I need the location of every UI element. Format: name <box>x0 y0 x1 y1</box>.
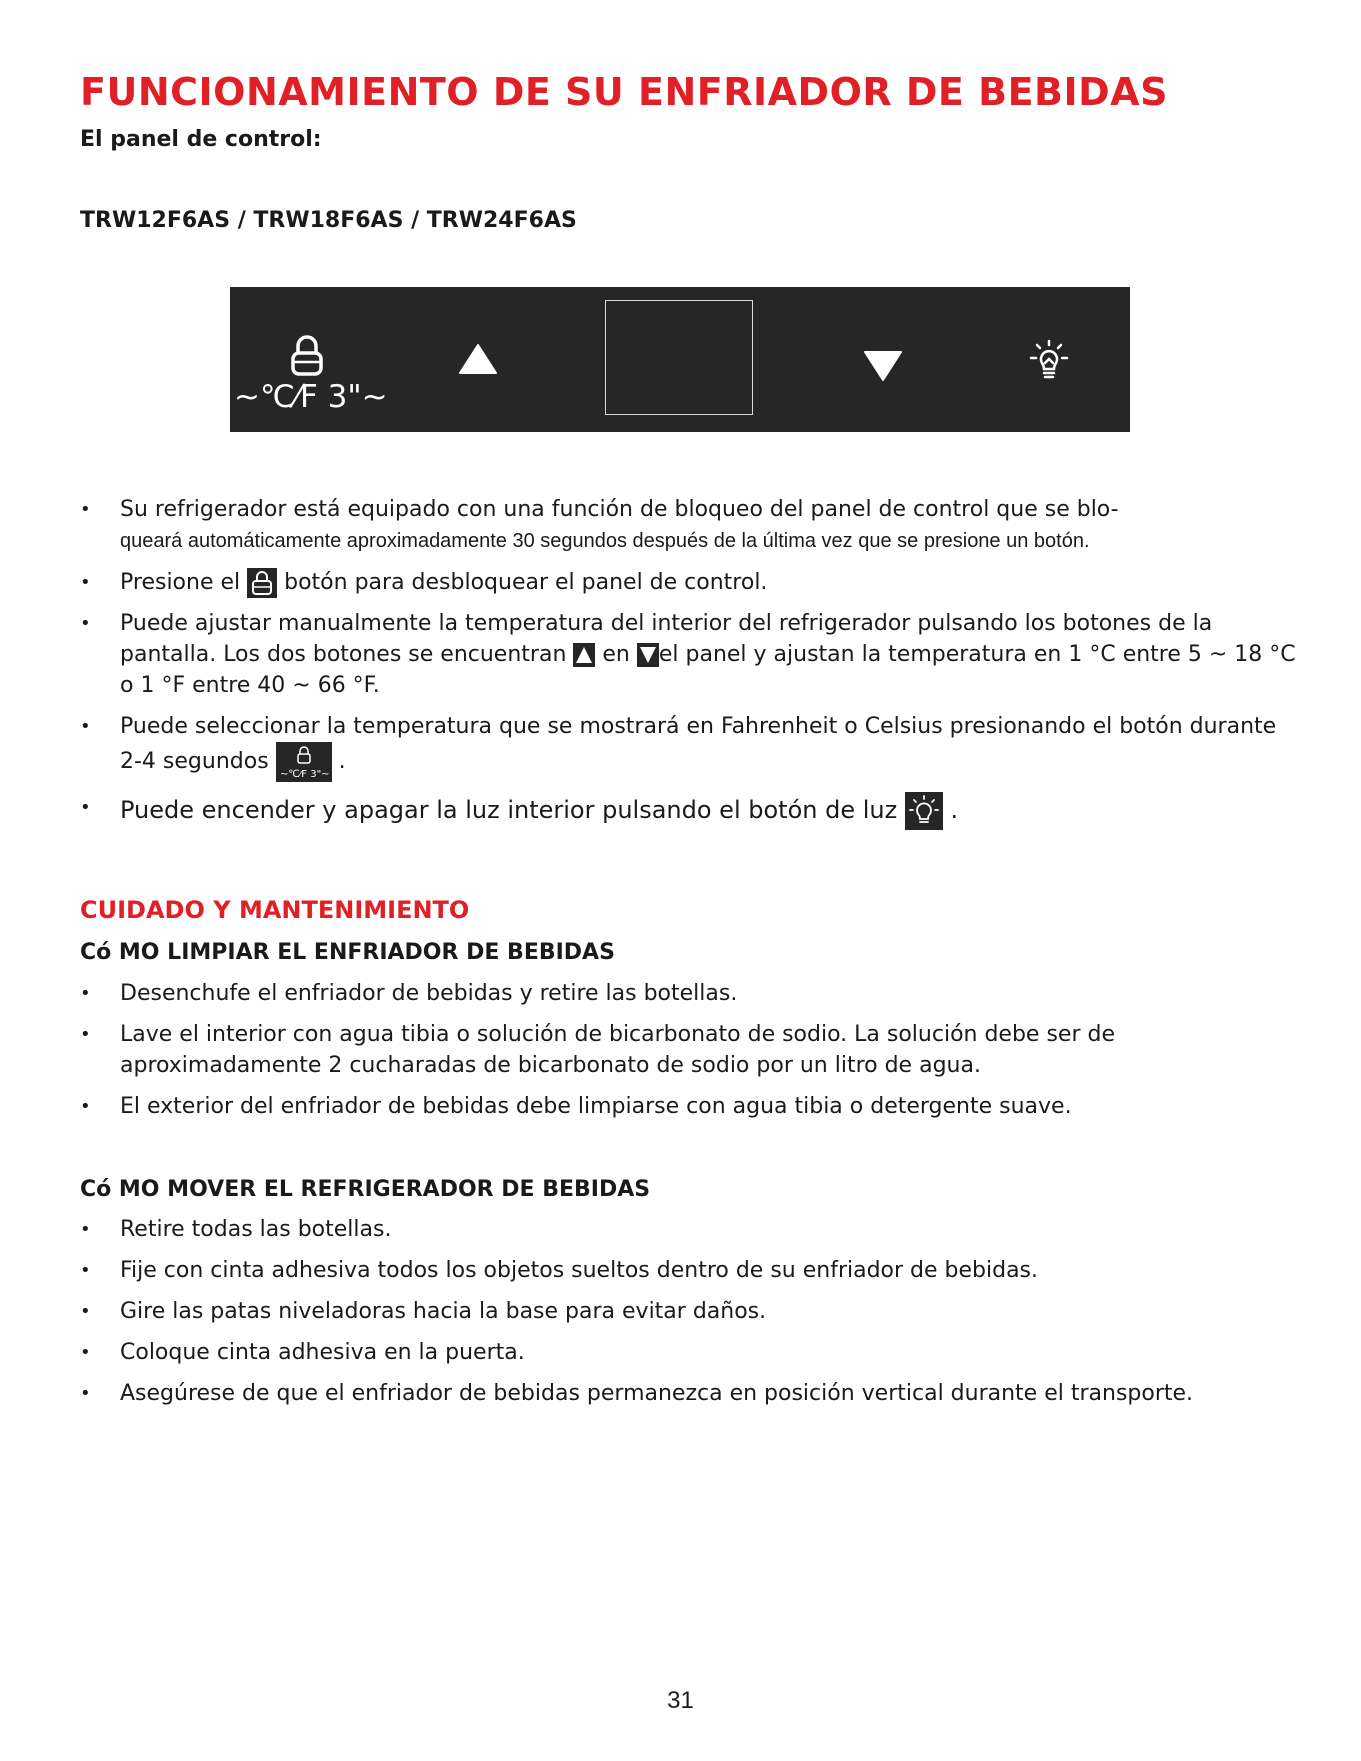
up-arrow-icon <box>573 643 595 667</box>
up-arrow-icon <box>458 343 498 375</box>
list-item: • Puede ajustar manualmente la temperatura del interior del refrigerador pulsando los botones de la pantalla. Los dos botones se encuentran en el panel y ajustan la temperatura en 1 °C entre 5 ~ 18 °C o 1 °F entre 40 ~ 66 °F. <box>80 608 1300 701</box>
model-numbers: TRW12F6AS / TRW18F6AS / TRW24F6AS <box>80 208 577 233</box>
lock-icon <box>290 335 324 377</box>
clean-heading: Có MO LIMPIAR EL ENFRIADOR DE BEBIDAS <box>80 940 615 965</box>
down-arrow-icon <box>863 350 903 382</box>
list-item: • Desenchufe el enfriador de bebidas y retire las botellas. <box>80 978 1300 1009</box>
control-panel-illustration <box>230 287 1130 432</box>
list-item: • El exterior del enfriador de bebidas debe limpiarse con agua tibia o detergente suave. <box>80 1091 1300 1122</box>
move-instructions-list <box>80 1214 1300 1419</box>
section-subtitle: El panel de control: <box>80 127 322 152</box>
list-item: • Puede encender y apagar la luz interior pulsando el botón de luz . <box>80 792 1300 830</box>
clean-instructions-list <box>80 978 1300 1132</box>
list-item: • Presione el botón para desbloquear el panel de control. <box>80 567 1300 598</box>
lock-icon <box>247 568 277 598</box>
temperature-display <box>605 300 753 415</box>
list-item: • Puede seleccionar la temperatura que se mostrará en Fahrenheit o Celsius presionando el botón durante 2-4 segundos ~℃⁄F 3"~ . <box>80 711 1300 782</box>
down-arrow-icon <box>637 643 659 667</box>
unit-toggle-label: ~℃⁄F 3"~ <box>234 379 388 415</box>
light-icon <box>1027 337 1071 381</box>
list-item: • Fije con cinta adhesiva todos los objetos sueltos dentro de su enfriador de bebidas. <box>80 1255 1300 1286</box>
control-instructions-list <box>80 494 1300 840</box>
light-icon <box>905 792 943 830</box>
list-item: • Su refrigerador está equipado con una función de bloqueo del panel de control que se blo- queará automáticamente aproximadamente 30 segundos después de la última vez que se presione un botón. <box>80 494 1300 557</box>
svg-text:~℃⁄F 3"~: ~℃⁄F 3"~ <box>279 769 330 780</box>
list-item: • Asegúrese de que el enfriador de bebidas permanezca en posición vertical durante el transporte. <box>80 1378 1300 1409</box>
list-item: • Lave el interior con agua tibia o solución de bicarbonato de sodio. La solución debe ser de aproximadamente 2 cucharadas de bicarbonato de sodio por un litro de agua. <box>80 1019 1300 1081</box>
list-item: • Coloque cinta adhesiva en la puerta. <box>80 1337 1300 1368</box>
list-item: • Gire las patas niveladoras hacia la base para evitar daños. <box>80 1296 1300 1327</box>
unit-toggle-icon <box>276 742 332 782</box>
move-heading: Có MO MOVER EL REFRIGERADOR DE BEBIDAS <box>80 1177 651 1202</box>
list-item: • Retire todas las botellas. <box>80 1214 1300 1245</box>
care-heading: CUIDADO Y MANTENIMIENTO <box>80 896 470 924</box>
page-number: 31 <box>667 1687 694 1714</box>
page-title: FUNCIONAMIENTO DE SU ENFRIADOR DE BEBIDAS <box>80 70 1168 114</box>
